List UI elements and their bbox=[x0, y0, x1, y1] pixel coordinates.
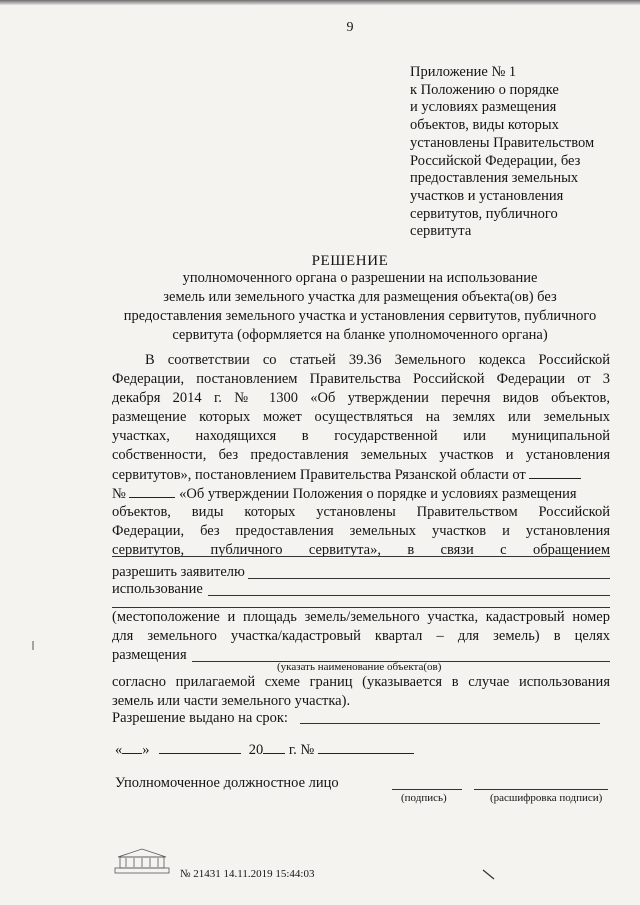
date-row bbox=[115, 741, 414, 759]
body-text: сервитутов», постановлением Правительства Рязанской области от bbox=[112, 467, 526, 483]
fill-line[interactable] bbox=[112, 607, 610, 608]
location-hint: (местоположение и площадь земель/земельного участка, кадастровый номер bbox=[112, 609, 610, 625]
body-line: объектов, виды которых установлены Правительством Российской bbox=[112, 504, 610, 520]
body-line: Федерации, постановлением Правительства Российской Федерации от 3 bbox=[112, 371, 610, 387]
body-line bbox=[112, 466, 581, 484]
body-line: собственности, без предоставления земельных участков и установления bbox=[112, 447, 610, 463]
official-label: Уполномоченное должностное лицо bbox=[115, 775, 339, 791]
use-label: использование bbox=[112, 581, 203, 597]
appendix-line: сервитута bbox=[410, 223, 472, 240]
scheme-line: земель или части земельного участка). bbox=[112, 693, 351, 709]
scan-top-edge bbox=[0, 0, 640, 5]
appendix-header bbox=[410, 64, 620, 241]
appendix-line: к Положению о порядке bbox=[410, 81, 559, 98]
scan-mark-icon bbox=[482, 868, 496, 882]
decision-number-blank[interactable] bbox=[318, 741, 414, 754]
use-fill-line[interactable] bbox=[208, 595, 610, 596]
month-blank[interactable] bbox=[159, 741, 241, 754]
decode-hint: (расшифровка подписи) bbox=[490, 792, 603, 804]
year-blank[interactable] bbox=[263, 741, 285, 754]
subtitle-line: сервитута (оформляется на бланке уполномоченного органа) bbox=[172, 327, 548, 343]
body-line: декабря 2014 г. № 1300 «Об утверждении перечня видов объектов, bbox=[112, 390, 610, 406]
day-blank[interactable] bbox=[122, 741, 142, 754]
number-blank[interactable] bbox=[129, 485, 175, 498]
year-suffix: г. № bbox=[288, 742, 315, 758]
document-title: РЕШЕНИЕ bbox=[311, 253, 389, 269]
appendix-line: сервитутов, публичного bbox=[410, 205, 558, 222]
body-line: В соответствии со статьей 39.36 Земельного кодекса Российской bbox=[145, 352, 610, 368]
decode-line[interactable] bbox=[474, 789, 608, 790]
appendix-line: предоставления земельных bbox=[410, 170, 579, 187]
location-hint: для земельного участка/кадастровый квартал – для земель) в целях bbox=[112, 628, 610, 644]
placement-label: размещения bbox=[112, 647, 187, 663]
quote-close: » bbox=[142, 742, 150, 758]
appendix-line: Приложение № 1 bbox=[410, 64, 517, 80]
body-line: сервитутов, публичного сервитута», в связи с обращением bbox=[112, 542, 610, 558]
body-line: участках, находящихся в государственной или муниципальной bbox=[112, 428, 610, 444]
year-prefix: 20 bbox=[248, 742, 264, 758]
body-line: Федерации, без предоставления земельных участков и установления bbox=[112, 523, 610, 539]
subtitle-line: земель или земельного участка для размещения объекта(ов) без bbox=[163, 289, 557, 305]
registration-stamp: № 21431 14.11.2019 15:44:03 bbox=[180, 868, 315, 880]
fill-line[interactable] bbox=[112, 556, 610, 557]
date-blank[interactable] bbox=[529, 466, 581, 479]
body-line: размещение которых может осуществляться на землях или земельных bbox=[112, 409, 610, 425]
appendix-line: участков и установления bbox=[410, 187, 564, 204]
allow-label: разрешить заявителю bbox=[112, 564, 245, 580]
term-fill-line[interactable] bbox=[300, 723, 600, 724]
subtitle-line: уполномоченного органа о разрешении на использование bbox=[182, 270, 538, 286]
page-number: 9 bbox=[346, 20, 354, 35]
appendix-line: установлены Правительством bbox=[410, 134, 595, 151]
subtitle-line: предоставления земельного участка и установления сервитутов, публичного bbox=[123, 308, 597, 324]
number-sign: № bbox=[112, 486, 126, 502]
quote-open: « bbox=[115, 742, 123, 758]
appendix-line: объектов, виды которых bbox=[410, 117, 559, 134]
applicant-fill-line[interactable] bbox=[248, 578, 610, 579]
body-text: «Об утверждении Положения о порядке и условиях размещения bbox=[179, 486, 577, 502]
object-hint: (указать наименование объекта(ов) bbox=[277, 661, 442, 673]
appendix-line: и условиях размещения bbox=[410, 99, 557, 116]
signature-hint: (подпись) bbox=[401, 792, 447, 804]
appendix-line: Российской Федерации, без bbox=[410, 152, 581, 169]
document-subtitle bbox=[100, 269, 620, 345]
scan-mark-icon bbox=[30, 640, 36, 652]
scheme-line: согласно прилагаемой схеме границ (указывается в случае использования bbox=[112, 674, 610, 690]
term-label: Разрешение выдано на срок: bbox=[112, 710, 288, 726]
signature-line[interactable] bbox=[392, 789, 462, 790]
body-line bbox=[112, 485, 610, 503]
registry-stamp-icon bbox=[114, 848, 170, 874]
